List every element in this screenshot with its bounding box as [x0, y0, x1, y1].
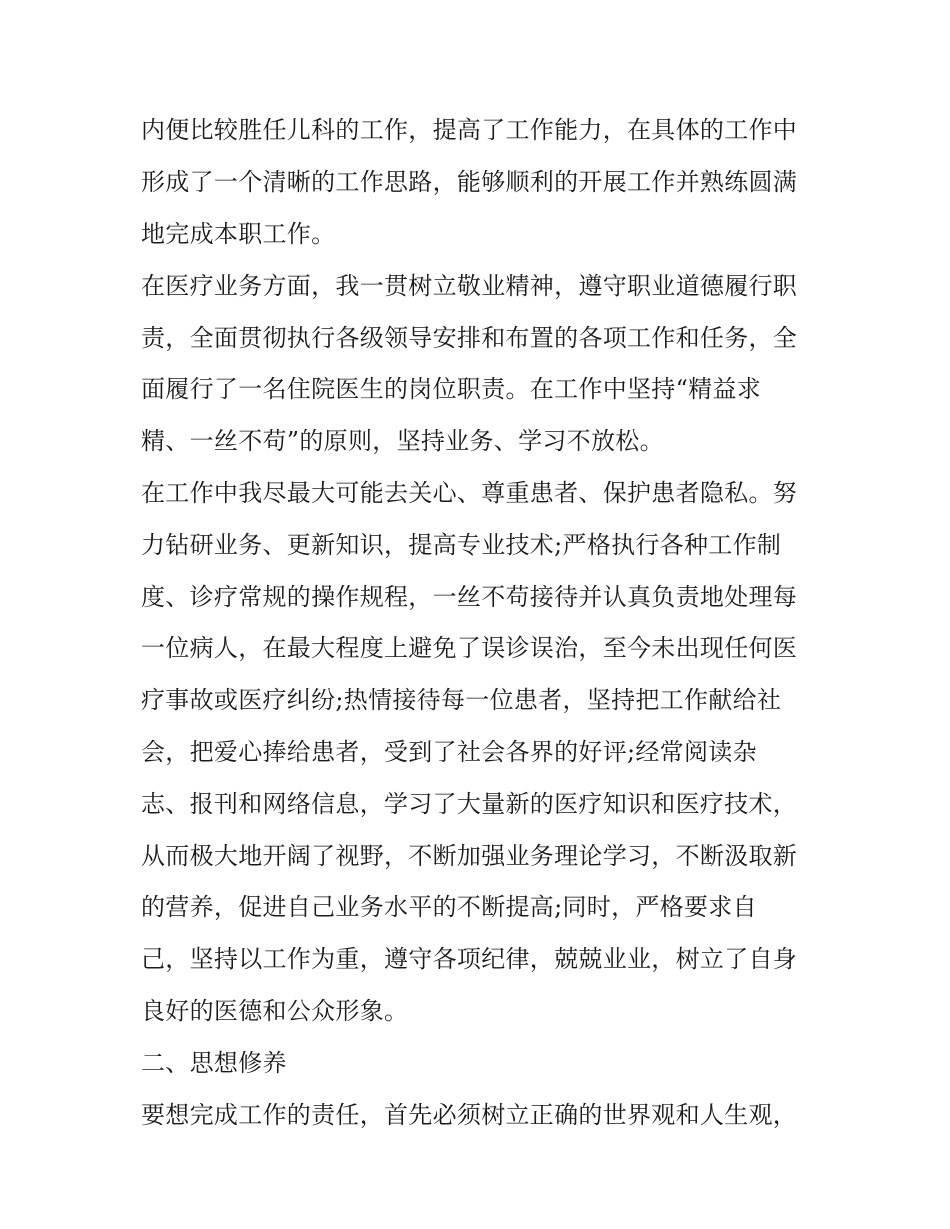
text-line: 疗事故或医疗纠纷;热情接待每一位患者，坚持把工作献给社: [141, 686, 782, 714]
text-line: 己，坚持以工作为重，遵守各项纪律，兢兢业业，树立了自身: [141, 945, 798, 973]
text-line: 地完成本职工作。: [141, 220, 336, 248]
text-line: 力钻研业务、更新知识，提高专业技术;严格执行各种工作制: [141, 531, 782, 559]
text-line: 良好的医德和公众形象。: [141, 997, 409, 1025]
text-line: 责，全面贯彻执行各级领导安排和布置的各项工作和任务，全: [141, 324, 798, 352]
text-line: 在工作中我尽最大可能去关心、尊重患者、保护患者隐私。努: [141, 479, 798, 507]
section-heading: 二、思想修养: [141, 1049, 287, 1077]
text-line: 要想完成工作的责任，首先必须树立正确的世界观和人生观，: [141, 1101, 798, 1129]
text-line: 一位病人，在最大程度上避免了误诊误治，至今未出现任何医: [141, 634, 798, 662]
text-line: 在医疗业务方面，我一贯树立敬业精神，遵守职业道德履行职: [141, 272, 798, 300]
text-line: 内便比较胜任儿科的工作，提高了工作能力，在具体的工作中: [141, 116, 798, 144]
text-line: 志、报刊和网络信息，学习了大量新的医疗知识和医疗技术，: [141, 790, 798, 818]
text-line: 会，把爱心捧给患者，受到了社会各界的好评;经常阅读杂: [141, 738, 757, 766]
text-line: 的营养，促进自己业务水平的不断提高;同时，严格要求自: [141, 893, 757, 921]
text-line: 面履行了一名住院医生的岗位职责。在工作中坚持“精益求: [141, 375, 762, 403]
text-line: 度、诊疗常规的操作规程，一丝不苟接待并认真负责地处理每: [141, 583, 798, 611]
text-line: 形成了一个清晰的工作思路，能够顺利的开展工作并熟练圆满: [141, 168, 798, 196]
text-line: 精、一丝不苟”的原则，坚持业务、学习不放松。: [141, 427, 664, 455]
text-line: 从而极大地开阔了视野，不断加强业务理论学习，不断汲取新: [141, 842, 798, 870]
